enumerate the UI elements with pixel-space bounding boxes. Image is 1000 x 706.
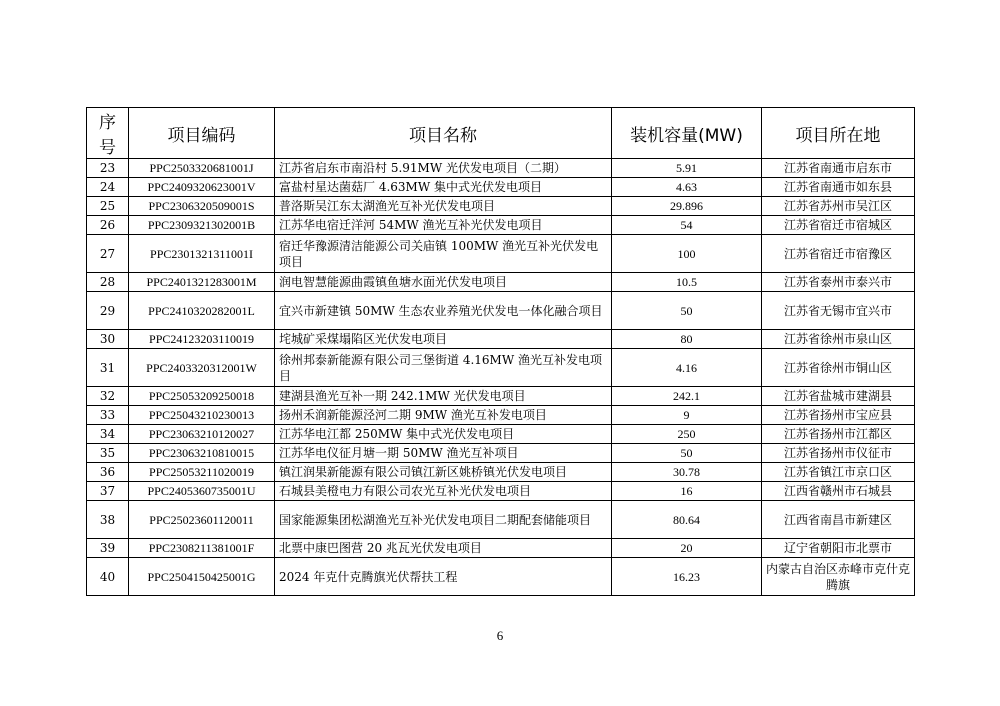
cell-serial-number: 24 bbox=[87, 178, 129, 197]
cell-installed-capacity: 20 bbox=[612, 539, 762, 558]
table-body bbox=[87, 159, 915, 596]
cell-installed-capacity: 30.78 bbox=[612, 463, 762, 482]
header-project-name: 项目名称 bbox=[275, 108, 612, 159]
cell-serial-number: 29 bbox=[87, 292, 129, 330]
table-row bbox=[87, 292, 915, 330]
cell-project-name: 建湖县渔光互补一期 242.1MW 光伏发电项目 bbox=[275, 387, 612, 406]
cell-project-location: 江苏省南通市如东县 bbox=[762, 178, 915, 197]
cell-project-code: PPC25053211020019 bbox=[129, 463, 275, 482]
cell-installed-capacity: 250 bbox=[612, 425, 762, 444]
cell-project-name: 石城县美橙电力有限公司农光互补光伏发电项目 bbox=[275, 482, 612, 501]
cell-serial-number: 30 bbox=[87, 330, 129, 349]
cell-project-code: PPC2405360735001U bbox=[129, 482, 275, 501]
cell-project-location: 江西省赣州市石城县 bbox=[762, 482, 915, 501]
table-row bbox=[87, 444, 915, 463]
cell-project-code: PPC25053209250018 bbox=[129, 387, 275, 406]
table-row bbox=[87, 501, 915, 539]
cell-serial-number: 40 bbox=[87, 558, 129, 596]
page-number: 6 bbox=[496, 628, 504, 643]
cell-serial-number: 23 bbox=[87, 159, 129, 178]
header-installed-capacity: 装机容量(MW) bbox=[612, 108, 762, 159]
cell-project-code: PPC2308211381001F bbox=[129, 539, 275, 558]
cell-project-location: 江苏省徐州市泉山区 bbox=[762, 330, 915, 349]
table-row bbox=[87, 387, 915, 406]
cell-project-code: PPC2504150425001G bbox=[129, 558, 275, 596]
cell-project-name: 2024 年克什克腾旗光伏帮扶工程 bbox=[275, 558, 612, 596]
cell-serial-number: 28 bbox=[87, 273, 129, 292]
cell-project-location: 江苏省扬州市宝应县 bbox=[762, 406, 915, 425]
cell-installed-capacity: 80 bbox=[612, 330, 762, 349]
cell-project-name: 国家能源集团松湖渔光互补光伏发电项目二期配套储能项目 bbox=[275, 501, 612, 539]
cell-project-location: 江苏省南通市启东市 bbox=[762, 159, 915, 178]
cell-project-code: PPC23063210120027 bbox=[129, 425, 275, 444]
cell-project-code: PPC2403320312001W bbox=[129, 349, 275, 387]
cell-project-name: 江苏华电仪征月塘一期 50MW 渔光互补项目 bbox=[275, 444, 612, 463]
cell-project-location: 江苏省盐城市建湖县 bbox=[762, 387, 915, 406]
cell-installed-capacity: 242.1 bbox=[612, 387, 762, 406]
cell-project-location: 江苏省无锡市宜兴市 bbox=[762, 292, 915, 330]
cell-installed-capacity: 54 bbox=[612, 216, 762, 235]
cell-project-location: 江西省南昌市新建区 bbox=[762, 501, 915, 539]
cell-installed-capacity: 4.16 bbox=[612, 349, 762, 387]
cell-serial-number: 27 bbox=[87, 235, 129, 273]
cell-project-name: 富盐村星达菌菇厂 4.63MW 集中式光伏发电项目 bbox=[275, 178, 612, 197]
header-project-code: 项目编码 bbox=[129, 108, 275, 159]
cell-project-location: 江苏省宿迁市宿城区 bbox=[762, 216, 915, 235]
table-row bbox=[87, 482, 915, 501]
cell-project-code: PPC2410320282001L bbox=[129, 292, 275, 330]
cell-installed-capacity: 4.63 bbox=[612, 178, 762, 197]
cell-serial-number: 38 bbox=[87, 501, 129, 539]
table-row bbox=[87, 539, 915, 558]
cell-project-code: PPC24123203110019 bbox=[129, 330, 275, 349]
table-row bbox=[87, 273, 915, 292]
project-table bbox=[86, 107, 915, 596]
table-row bbox=[87, 406, 915, 425]
header-project-location: 项目所在地 bbox=[762, 108, 915, 159]
table-row bbox=[87, 349, 915, 387]
cell-project-name: 扬州禾润新能源泾河二期 9MW 渔光互补发电项目 bbox=[275, 406, 612, 425]
cell-serial-number: 34 bbox=[87, 425, 129, 444]
cell-installed-capacity: 50 bbox=[612, 444, 762, 463]
cell-serial-number: 36 bbox=[87, 463, 129, 482]
cell-project-location: 辽宁省朝阳市北票市 bbox=[762, 539, 915, 558]
cell-project-location: 江苏省泰州市泰兴市 bbox=[762, 273, 915, 292]
cell-project-code: PPC2306320509001S bbox=[129, 197, 275, 216]
cell-installed-capacity: 9 bbox=[612, 406, 762, 425]
cell-serial-number: 33 bbox=[87, 406, 129, 425]
cell-installed-capacity: 29.896 bbox=[612, 197, 762, 216]
cell-project-code: PPC2503320681001J bbox=[129, 159, 275, 178]
table-row bbox=[87, 330, 915, 349]
cell-project-name: 垞城矿采煤塌陷区光伏发电项目 bbox=[275, 330, 612, 349]
cell-project-location: 江苏省扬州市江都区 bbox=[762, 425, 915, 444]
cell-project-code: PPC2401321283001M bbox=[129, 273, 275, 292]
cell-serial-number: 25 bbox=[87, 197, 129, 216]
cell-serial-number: 31 bbox=[87, 349, 129, 387]
cell-serial-number: 26 bbox=[87, 216, 129, 235]
cell-project-location: 江苏省徐州市铜山区 bbox=[762, 349, 915, 387]
cell-installed-capacity: 50 bbox=[612, 292, 762, 330]
table-row bbox=[87, 159, 915, 178]
cell-project-location: 江苏省宿迁市宿豫区 bbox=[762, 235, 915, 273]
cell-installed-capacity: 16.23 bbox=[612, 558, 762, 596]
cell-installed-capacity: 5.91 bbox=[612, 159, 762, 178]
cell-project-code: PPC25023601120011 bbox=[129, 501, 275, 539]
cell-project-code: PPC2301321311001I bbox=[129, 235, 275, 273]
cell-installed-capacity: 16 bbox=[612, 482, 762, 501]
cell-installed-capacity: 100 bbox=[612, 235, 762, 273]
cell-serial-number: 37 bbox=[87, 482, 129, 501]
cell-project-location: 江苏省苏州市吴江区 bbox=[762, 197, 915, 216]
cell-project-name: 润电智慧能源曲霞镇鱼塘水面光伏发电项目 bbox=[275, 273, 612, 292]
cell-project-name: 宜兴市新建镇 50MW 生态农业养殖光伏发电一体化融合项目 bbox=[275, 292, 612, 330]
table-row bbox=[87, 463, 915, 482]
cell-project-code: PPC2309321302001B bbox=[129, 216, 275, 235]
cell-project-name: 普洛斯吴江东太湖渔光互补光伏发电项目 bbox=[275, 197, 612, 216]
cell-project-name: 北票中康巴图营 20 兆瓦光伏发电项目 bbox=[275, 539, 612, 558]
cell-project-location: 江苏省镇江市京口区 bbox=[762, 463, 915, 482]
header-serial-number: 序号 bbox=[87, 108, 129, 159]
cell-project-location: 江苏省扬州市仪征市 bbox=[762, 444, 915, 463]
cell-project-name: 江苏省启东市南沿村 5.91MW 光伏发电项目（二期） bbox=[275, 159, 612, 178]
cell-installed-capacity: 10.5 bbox=[612, 273, 762, 292]
table-row bbox=[87, 558, 915, 596]
cell-serial-number: 32 bbox=[87, 387, 129, 406]
cell-project-name: 宿迁华豫源清洁能源公司关庙镇 100MW 渔光互补光伏发电项目 bbox=[275, 235, 612, 273]
cell-project-code: PPC2409320623001V bbox=[129, 178, 275, 197]
table-row bbox=[87, 178, 915, 197]
cell-project-name: 江苏华电宿迁洋河 54MW 渔光互补光伏发电项目 bbox=[275, 216, 612, 235]
table-header bbox=[87, 108, 915, 159]
cell-serial-number: 35 bbox=[87, 444, 129, 463]
cell-project-code: PPC23063210810015 bbox=[129, 444, 275, 463]
cell-installed-capacity: 80.64 bbox=[612, 501, 762, 539]
cell-project-code: PPC25043210230013 bbox=[129, 406, 275, 425]
table-row bbox=[87, 425, 915, 444]
table-row bbox=[87, 216, 915, 235]
cell-project-name: 徐州邦泰新能源有限公司三堡街道 4.16MW 渔光互补发电项目 bbox=[275, 349, 612, 387]
table-row bbox=[87, 235, 915, 273]
cell-serial-number: 39 bbox=[87, 539, 129, 558]
table-row bbox=[87, 197, 915, 216]
cell-project-name: 江苏华电江都 250MW 集中式光伏发电项目 bbox=[275, 425, 612, 444]
cell-project-name: 镇江润果新能源有限公司镇江新区姚桥镇光伏发电项目 bbox=[275, 463, 612, 482]
cell-project-location: 内蒙古自治区赤峰市克什克腾旗 bbox=[762, 558, 915, 596]
